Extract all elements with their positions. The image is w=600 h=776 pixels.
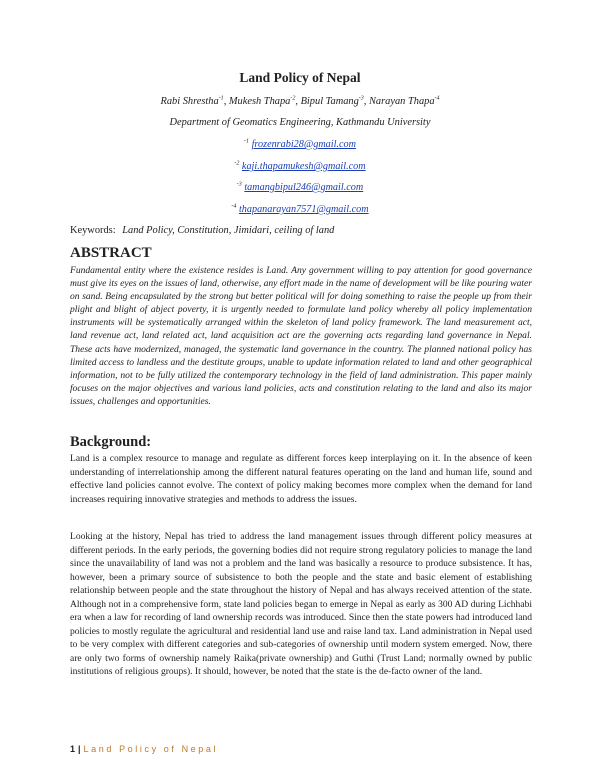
affiliation: Department of Geomatics Engineering, Kathmandu University bbox=[169, 117, 431, 128]
author-name: Bipul Tamang bbox=[300, 96, 359, 107]
email-line bbox=[0, 139, 600, 150]
author-name: Narayan Thapa bbox=[369, 96, 435, 107]
background-paragraph: Looking at the history, Nepal has tried to address the land management issues through different policy measures at different periods. In the early periods, the governing bodies did not require strong regulatory policies to manage the land since the unavailability of land was not a problem and the land was basically a resource to produce subsistence. It has, however, been a primary source of subsistence to both the people and the state and basic element of establishing relationship between people and the state throughout the history of Nepal and has always received attention of the state. Although not in a comprehensive form, state land policies began to emerge in Nepal as early as 300 AD during Lichhabi era when a law for recording of land ownership records was introduced. Since then the state powers had introduced land policies to mostly regulate the agricultural and residential land use and raise land tax. Land administration in Nepal used to be very complex with different categories and sub-categories of ownership until modern system emerged. Now, there are only two forms of ownership namely Raika(private ownership) and Guthi (Trust Land; normally owned by public institutions of religious groups). It should, however, be noted that the state is the de-facto owner of the land. bbox=[70, 531, 532, 677]
author-name: Mukesh Thapa bbox=[228, 96, 291, 107]
email-mark: -4 bbox=[231, 203, 237, 210]
page-footer bbox=[70, 744, 532, 754]
page-number: 1 bbox=[70, 744, 76, 754]
email-link[interactable]: frozenrabi28@gmail.com bbox=[251, 139, 356, 150]
running-title: Land Policy of Nepal bbox=[83, 744, 219, 754]
keywords bbox=[70, 225, 334, 236]
background-heading: Background: bbox=[70, 434, 152, 450]
email-line bbox=[0, 182, 600, 193]
email-link[interactable]: tamangbipul246@gmail.com bbox=[244, 182, 364, 193]
author-mark: -1 bbox=[218, 95, 224, 102]
email-line bbox=[0, 161, 600, 172]
author-mark: -2 bbox=[290, 95, 296, 102]
keywords-value: Land Policy, Constitution, Jimidari, ceiling of land bbox=[122, 225, 335, 236]
abstract-heading: ABSTRACT bbox=[70, 245, 152, 261]
paper-title: Land Policy of Nepal bbox=[239, 70, 361, 85]
author-mark: -4 bbox=[434, 95, 440, 102]
email-mark: -2 bbox=[234, 160, 240, 167]
email-link[interactable]: thapanarayan7571@gmail.com bbox=[238, 204, 369, 215]
email-mark: -1 bbox=[244, 138, 250, 145]
author-list: Rabi Shrestha$^{-1}$, Mukesh Thapa$^{-2}$, Bipul Tamang$^{-3}$, Narayan Thapa$^{-4}$ bbox=[160, 95, 440, 107]
email-mark: -3 bbox=[236, 181, 242, 188]
abstract-text: Fundamental entity where the existence resides is Land. Any government willing to pay attention for good governance must give its eyes on the issues of land, otherwise, any effort made in the name of development will be like pouring water on sand. Being encapsulated by the strong but better political will for doing something to raise the people up from their plight and blight of abject poverty, it is urgently needed to formulate land policy whereby all policy implementation instruments will be systematically arranged within the skeleton of land policy framework. The land measurement act, land revenue act, land related act, land acquisition act are the governing acts regarding land governance in Nepal. These acts have modernized, managed, the systematic land governance in the country. The planned national policy has limited access to landless and the destitute groups, unable to update information related to land and other geographical information, not to be fully utilized the contemporary technology in the field of land administration. This paper mainly focuses on the major objectives and various land policies, acts and constitution relating to the land and also its major issues, challenges and opportunities. bbox=[70, 265, 532, 407]
keywords-label: Keywords: bbox=[70, 225, 116, 236]
email-link[interactable]: kaji.thapamukesh@gmail.com bbox=[241, 161, 366, 172]
background-paragraph: Land is a complex resource to manage and regulate as different forces keep interplaying on it. In the absence of keen understanding of interrelationship among the different natural features operating on the land and human life, sound and effective land policies cannot evolve. The context of policy making becomes more complex when the demand for land increases requiring innovative strategies and methods to address the issues. bbox=[70, 453, 532, 505]
author-name: Rabi Shrestha bbox=[160, 96, 219, 107]
email-line bbox=[0, 204, 600, 215]
author-mark: -3 bbox=[358, 95, 364, 102]
footer-separator: | bbox=[78, 744, 81, 754]
